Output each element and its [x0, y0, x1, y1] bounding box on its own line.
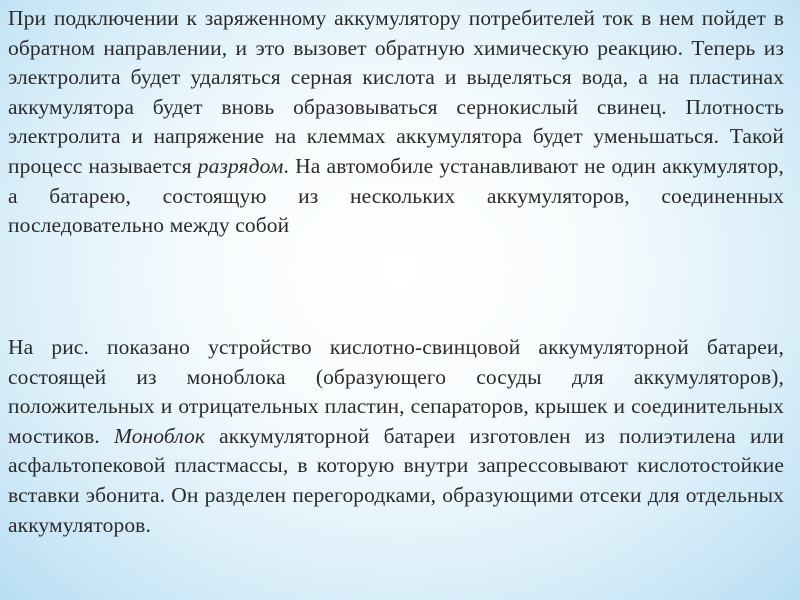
term-discharge: разрядом [197, 153, 284, 178]
paragraph-discharge [8, 4, 784, 241]
paragraph-discharge-text-end: . На автомобиле устанавливают не один аккумулятор, а батарею, состоящую из нескольких аккумуляторов, соединенных последовательно между собой [8, 153, 784, 238]
paragraph-discharge-text: При подключении к заряженному аккумулятору потребителей ток в нем пойдет в обратном направлении, и это вызовет обратную химическую реакцию. Теперь из электролита будет удаляться серная кислота и выделяться вода, а на пластинах аккумулятора будет вновь образовываться сернокислый свинец. Плотность электролита и напряжение на клеммах аккумулятора будет уменьшаться. Такой процесс называется [8, 6, 784, 178]
paragraph-structure-text: На рис. показано устройство кислотно-свинцовой аккумуляторной батареи, состоящей из моноблока (образующего сосуды для аккумуляторов), положительных и отрицательных пластин, сепараторов, крышек и соединительных мостиков. [8, 335, 784, 448]
paragraph-battery-structure [8, 333, 784, 540]
term-monoblock: Моноблок [113, 423, 205, 448]
paragraph-structure-text-end: аккумуляторной батареи изготовлен из полиэтилена или асфальтопековой пластмассы, в которую внутри запрессовывают кислотостойкие вставки эбонита. Он разделен перегородками, образующими отсеки для отдельных аккумуляторов. [8, 423, 784, 537]
